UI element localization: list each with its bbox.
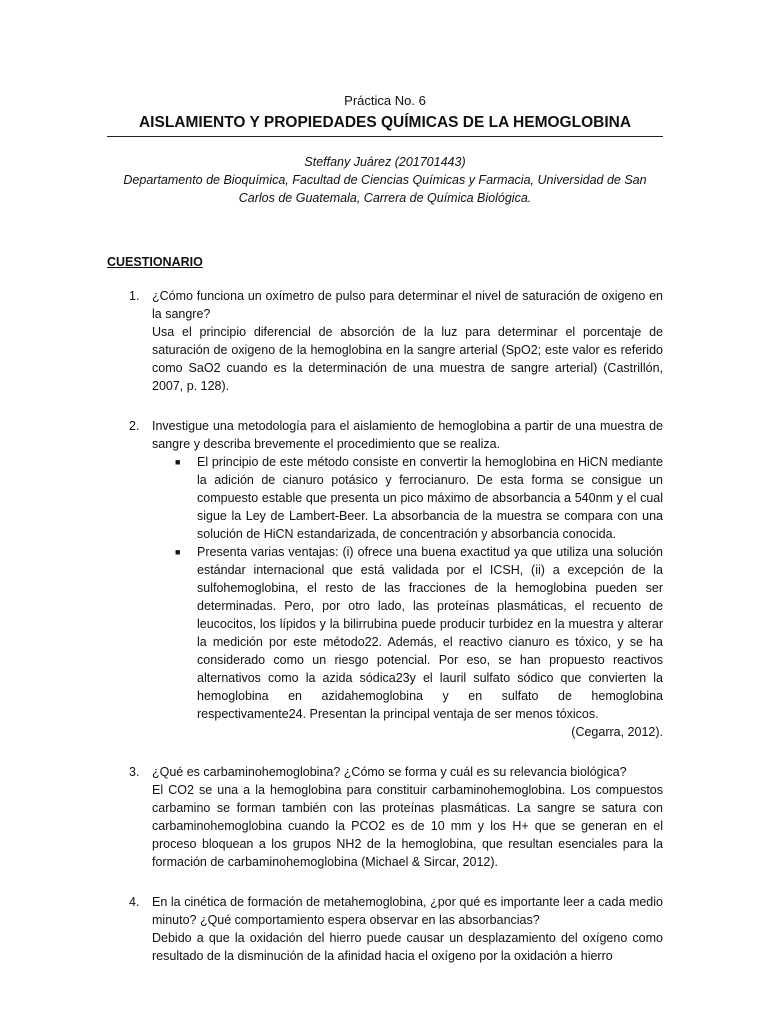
- question-1: [107, 287, 663, 395]
- question-4: [107, 893, 663, 965]
- question-text: ¿Qué es carbaminohemoglobina? ¿Cómo se forma y cuál es su relevancia biológica?: [152, 765, 627, 779]
- question-text: En la cinética de formación de metahemoglobina, ¿por qué es importante leer a cada medio minuto? ¿Qué comportamiento espera observar en las absorbancias?: [152, 895, 663, 927]
- author-name: Steffany Juárez (201701443): [304, 155, 466, 169]
- document-title: AISLAMIENTO Y PROPIEDADES QUÍMICAS DE LA HEMOGLOBINA: [107, 112, 663, 137]
- answer-text: El CO2 se una a la hemoglobina para constituir carbaminohemoglobina. Los compuestos carbamino se forman también con las proteínas plasmáticas. La sangre se satura con carbaminohemoglobina cuando la PCO2 es de 10 mm y los H+ que se generan en el proceso bloquean a los grupos NH2 de la hemoglobina, que resultan esenciales para la formación de carbaminohemoglobina (Michael & Sircar, 2012).: [152, 783, 663, 869]
- question-number: 3.: [129, 765, 140, 779]
- answer-text: Debido a que la oxidación del hierro puede causar un desplazamiento del oxígeno como resultado de la disminución de la afinidad hacia el oxígeno por la oxidación a hierro: [152, 931, 663, 963]
- document-body: [107, 92, 663, 987]
- practice-number: Práctica No. 6: [344, 93, 426, 108]
- question-number: 4.: [129, 895, 140, 909]
- square-bullet-icon: ■: [175, 547, 181, 557]
- bullet-text: El principio de este método consiste en convertir la hemoglobina en HiCN mediante la adición de cianuro potásico y ferrocianuro. De esta forma se consigue un compuesto estable que presenta un pico máximo de absorbancia a 540nm y el cual sigue la Ley de Lambert-Beer. La absorbancia de la muestra se compara con una solución de HiCN estandarizada, de concentración y absorbancia conocida.: [197, 455, 663, 541]
- answer-bullet: [152, 543, 663, 723]
- question-number: 1.: [129, 289, 140, 303]
- answer-bullet: [152, 453, 663, 543]
- question-text: ¿Cómo funciona un oxímetro de pulso para determinar el nivel de saturación de oxigeno en la sangre?: [152, 289, 663, 321]
- section-heading: CUESTIONARIO: [107, 255, 203, 269]
- question-text: Investigue una metodología para el aislamiento de hemoglobina a partir de una muestra de sangre y describa brevemente el procedimiento que se realiza.: [152, 419, 663, 451]
- question-number: 2.: [129, 419, 140, 433]
- author-affiliation: Departamento de Bioquímica, Facultad de Ciencias Químicas y Farmacia, Universidad de San Carlos de Guatemala, Carrera de Química Biológica.: [123, 173, 647, 205]
- question-list: [107, 287, 663, 965]
- answer-text: Usa el principio diferencial de absorción de la luz para determinar el porcentaje de saturación de oxigeno de la hemoglobina en la sangre arterial (SpO2; este valor es referido como SaO2 cuando es la determinación de una muestra de sangre arterial) (Castrillón, 2007, p. 128).: [152, 325, 663, 393]
- question-2: [107, 417, 663, 741]
- answer-bullet-list: [152, 453, 663, 723]
- bullet-text: Presenta varias ventajas: (i) ofrece una buena exactitud ya que utiliza una solución estándar internacional que está validada por el ICSH, (ii) a excepción de la sulfohemoglobina, el resto de las fracciones de la hemoglobina pueden ser determinadas. Pero, por otro lado, las proteínas plasmáticas, el recuento de leucocitos, los lípidos y la bilirrubina puede producir turbidez en la muestra y alterar la medición por este método22. Además, el reactivo cianuro es tóxico, y se ha considerado como un riesgo potencial. Por eso, se han propuesto reactivos alternativos como la azida sódica23y el lauril sulfato sódico que convierten la hemoglobina en azidahemoglobina y en sulfato de hemoglobina respectivamente24. Presentan la principal ventaja de ser menos tóxicos.: [197, 545, 663, 721]
- citation: (Cegarra, 2012).: [571, 725, 663, 739]
- square-bullet-icon: ■: [175, 457, 181, 467]
- question-3: [107, 763, 663, 871]
